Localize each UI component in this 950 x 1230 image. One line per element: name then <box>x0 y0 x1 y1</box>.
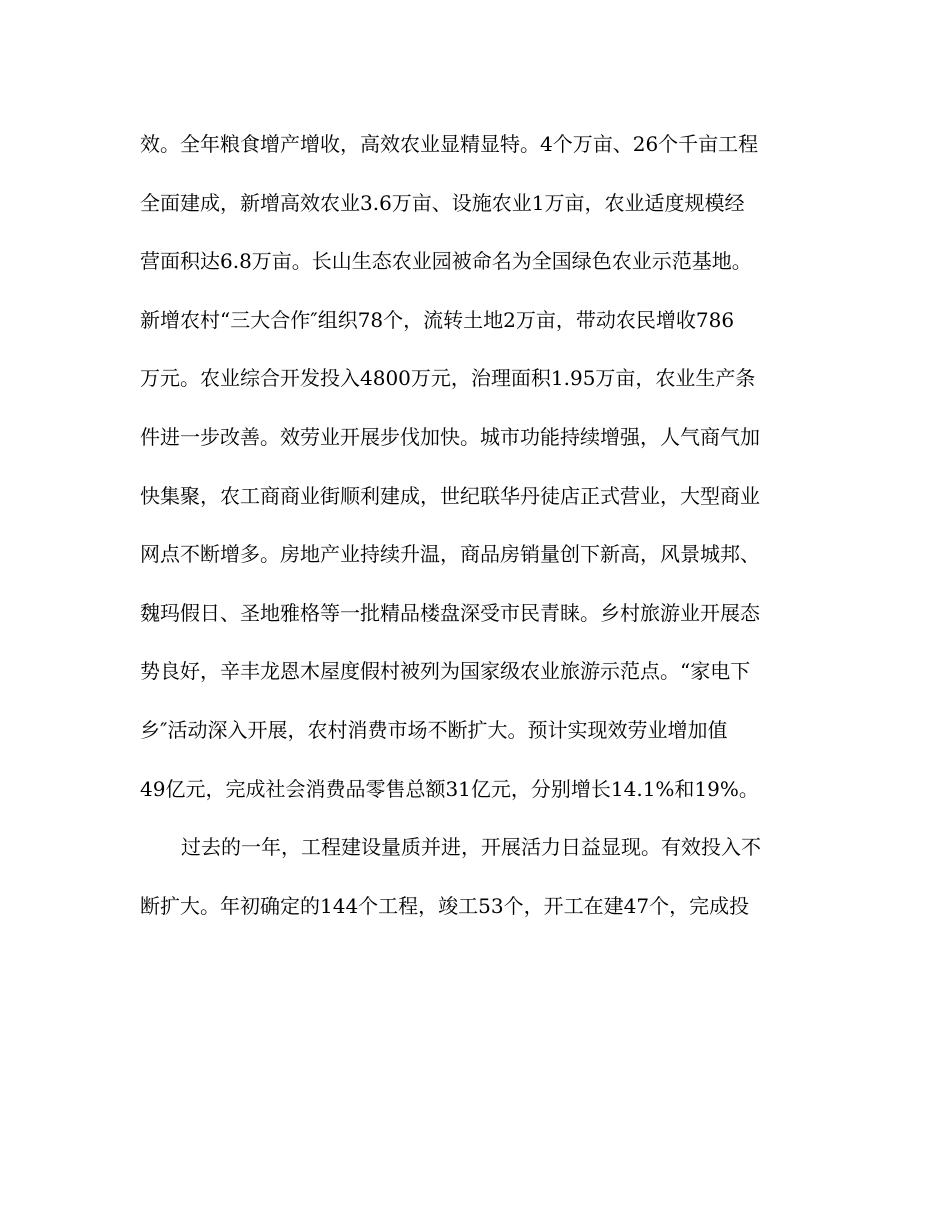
text-line: 营面积达6.8万亩。长山生态农业园被命名为全国绿色农业示范基地。 <box>140 249 752 274</box>
text-line: 万元。农业综合开发投入4800万元，治理面积1.95万亩，农业生产条 <box>140 366 756 391</box>
text-line: 全面建成，新增高效农业3.6万亩、设施农业1万亩，农业适度规模经 <box>140 190 745 215</box>
text-line: 乡″活动深入开展，农村消费市场不断扩大。预计实现效劳业增加值 <box>140 717 728 742</box>
text-line: 新增农村“三大合作″组织78个，流转土地2万亩，带动农民增收786 <box>140 307 735 332</box>
text-line: 断扩大。年初确定的144个工程，竣工53个，开工在建47个，完成投 <box>140 893 750 918</box>
text-line: 势良好，辛丰龙恩木屋度假村被列为国家级农业旅游示范点。“家电下 <box>140 659 751 684</box>
text-line: 快集聚，农工商商业街顺利建成，世纪联华丹徒店正式营业，大型商业 <box>140 483 760 508</box>
text-line: 网点不断增多。房地产业持续升温，商品房销量创下新高，风景城邦、 <box>140 542 760 567</box>
text-line: 魏玛假日、圣地雅格等一批精品楼盘深受市民青睐。乡村旅游业开展态 <box>140 600 760 625</box>
document-body <box>140 124 820 944</box>
text-line: 效。全年粮食增产增收，高效农业显精显特。4个万亩、26个千亩工程 <box>140 132 759 156</box>
text-line: 件进一步改善。效劳业开展步伐加快。城市功能持续增强，人气商气加 <box>140 424 760 449</box>
paragraph-first-line: 过去的一年，工程建设量质并进，开展活力日益显现。有效投入不 <box>181 835 761 860</box>
text-line: 49亿元，完成社会消费品零售总额31亿元，分别增长14.1%和19%。 <box>140 776 759 801</box>
